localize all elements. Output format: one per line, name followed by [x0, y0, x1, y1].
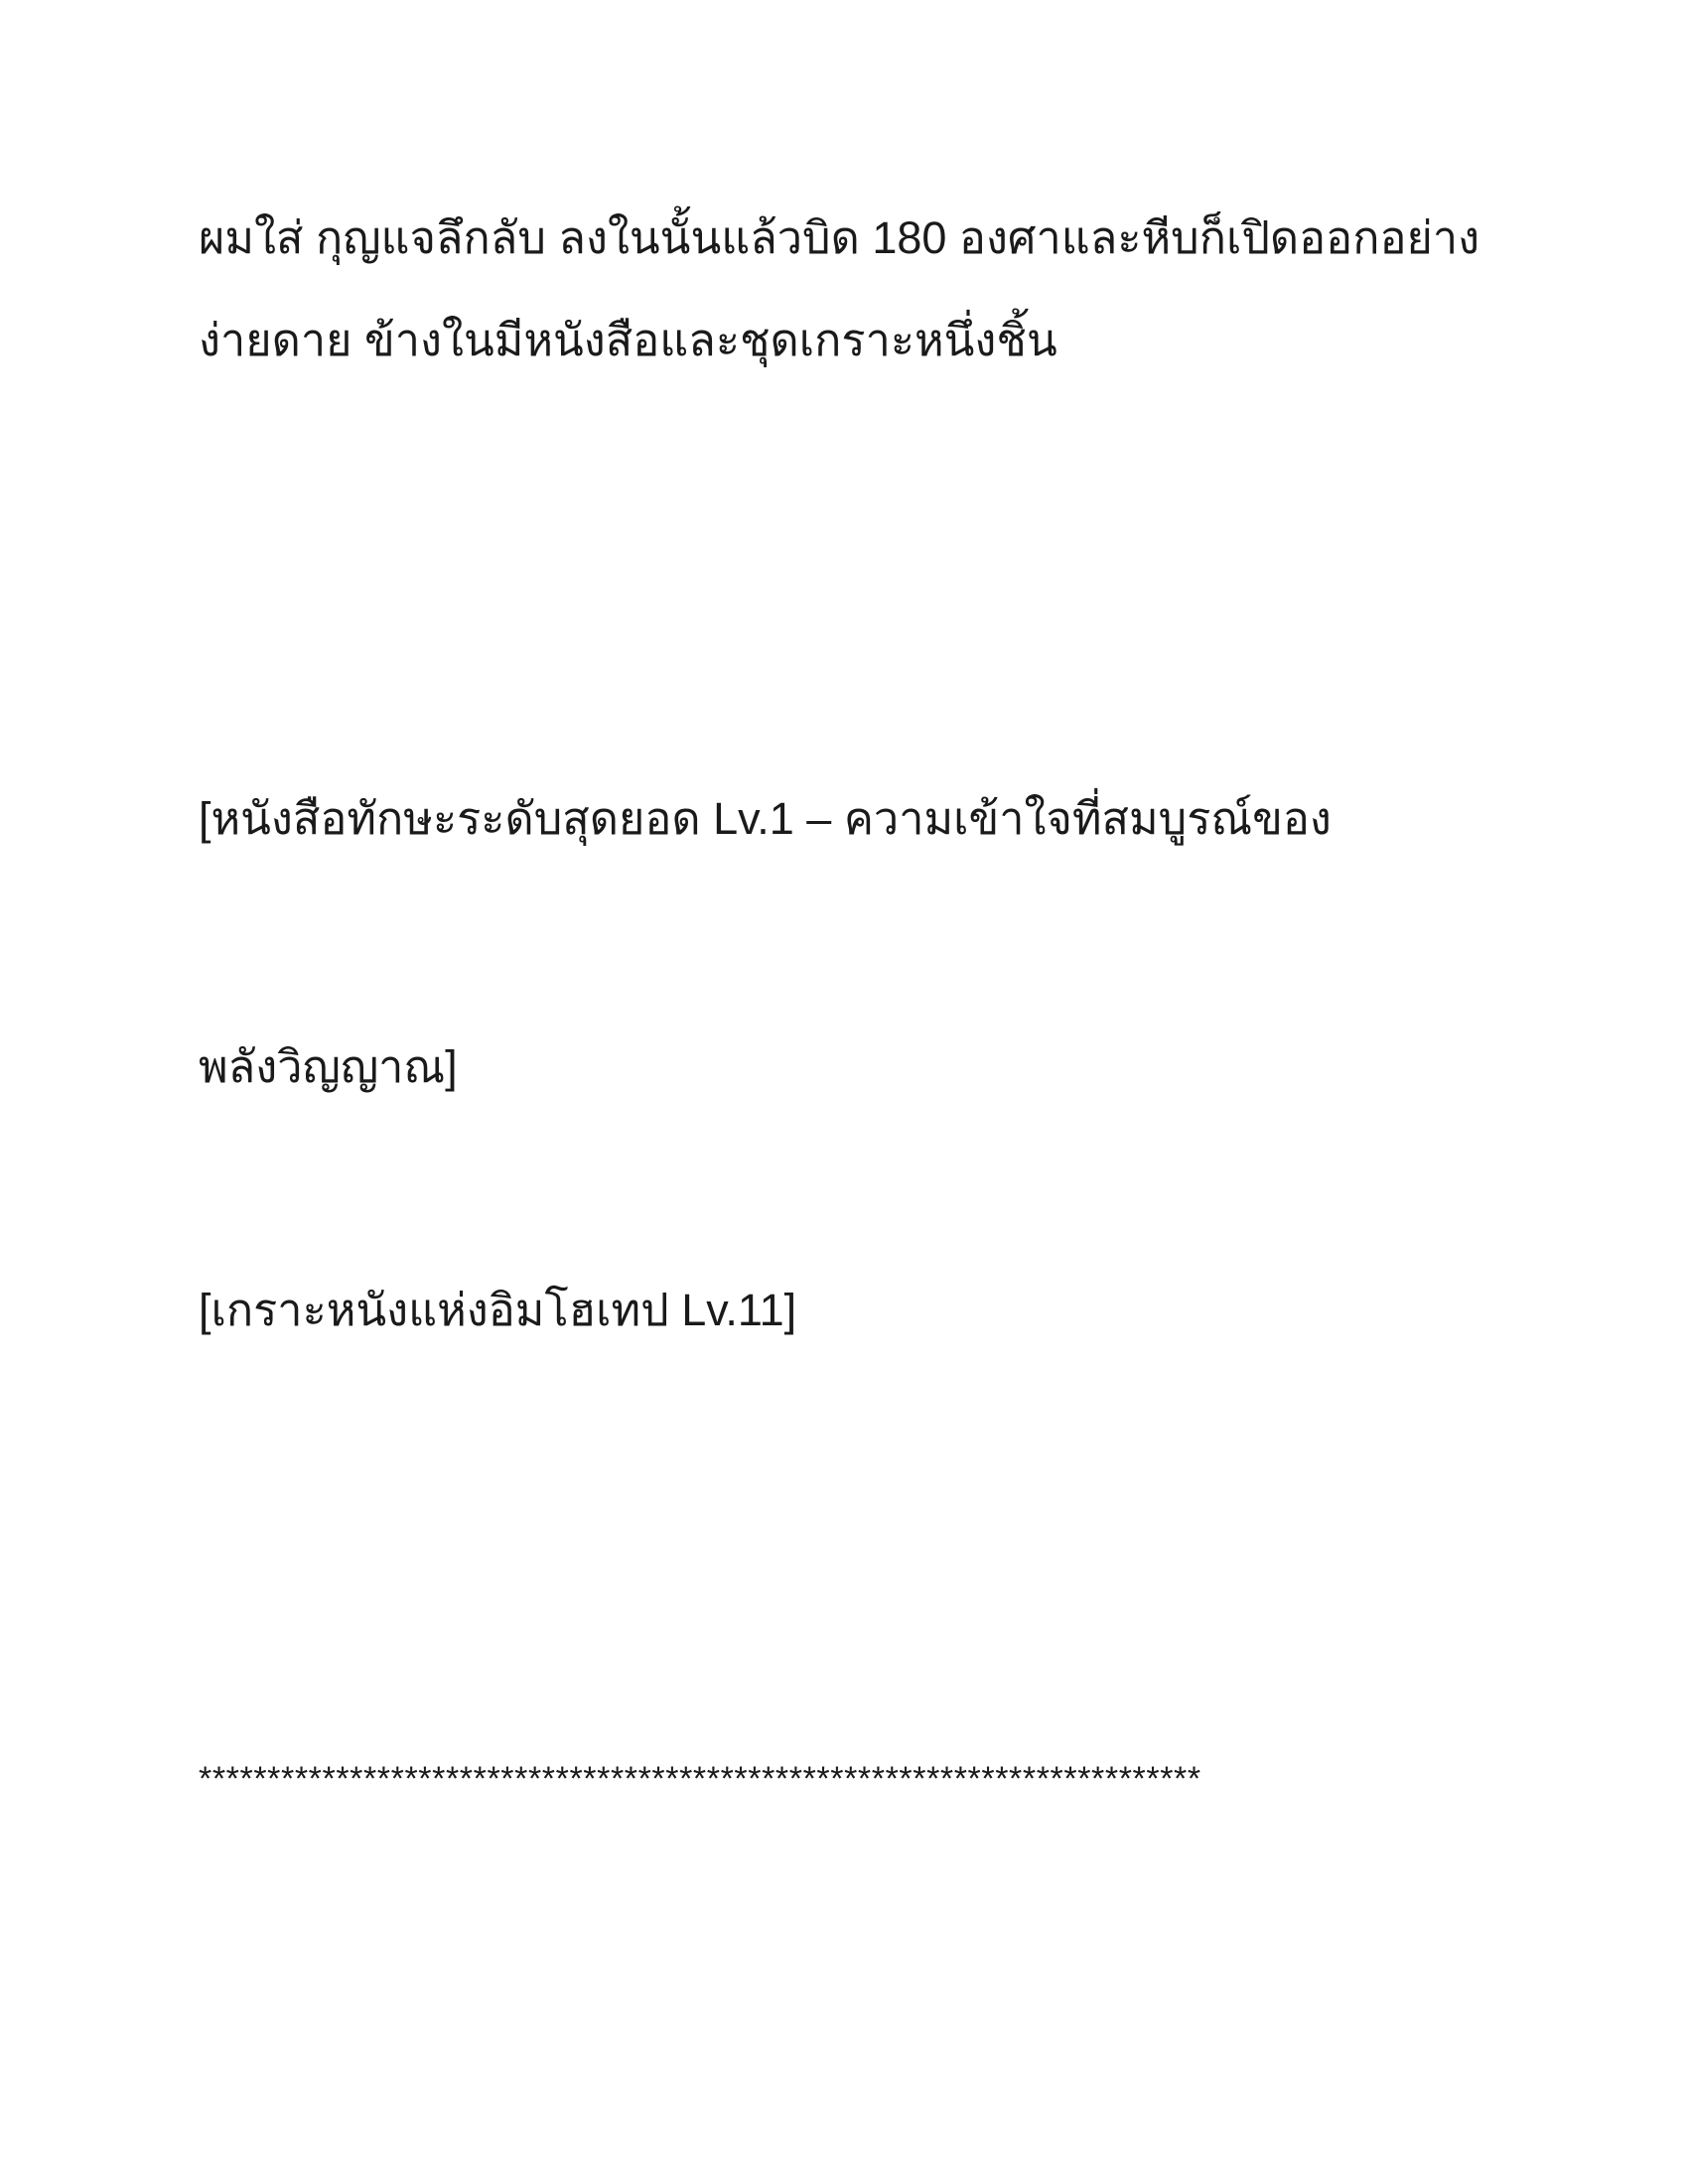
- armor-item: [เกราะหนังแห่งอิมโฮเทป Lv.11]: [199, 1285, 797, 1335]
- paragraph-line-2: ง่ายดาย ข้างในมีหนังสือและชุดเกราะหนึ่งชิ้น: [199, 315, 1057, 365]
- section-separator: *************************************************************************: [199, 1760, 1201, 1798]
- skill-book-item-line-2: พลังวิญญาณ]: [199, 1041, 458, 1092]
- paragraph-line-1: ผมใส่ กุญแจลึกลับ ลงในนั้นแล้วบิด 180 องศาและหีบก็เปิดออกอย่าง: [199, 212, 1480, 263]
- skill-book-item-line-1: [หนังสือทักษะระดับสุดยอด Lv.1 – ความเข้าใจที่สมบูรณ์ของ: [199, 793, 1332, 844]
